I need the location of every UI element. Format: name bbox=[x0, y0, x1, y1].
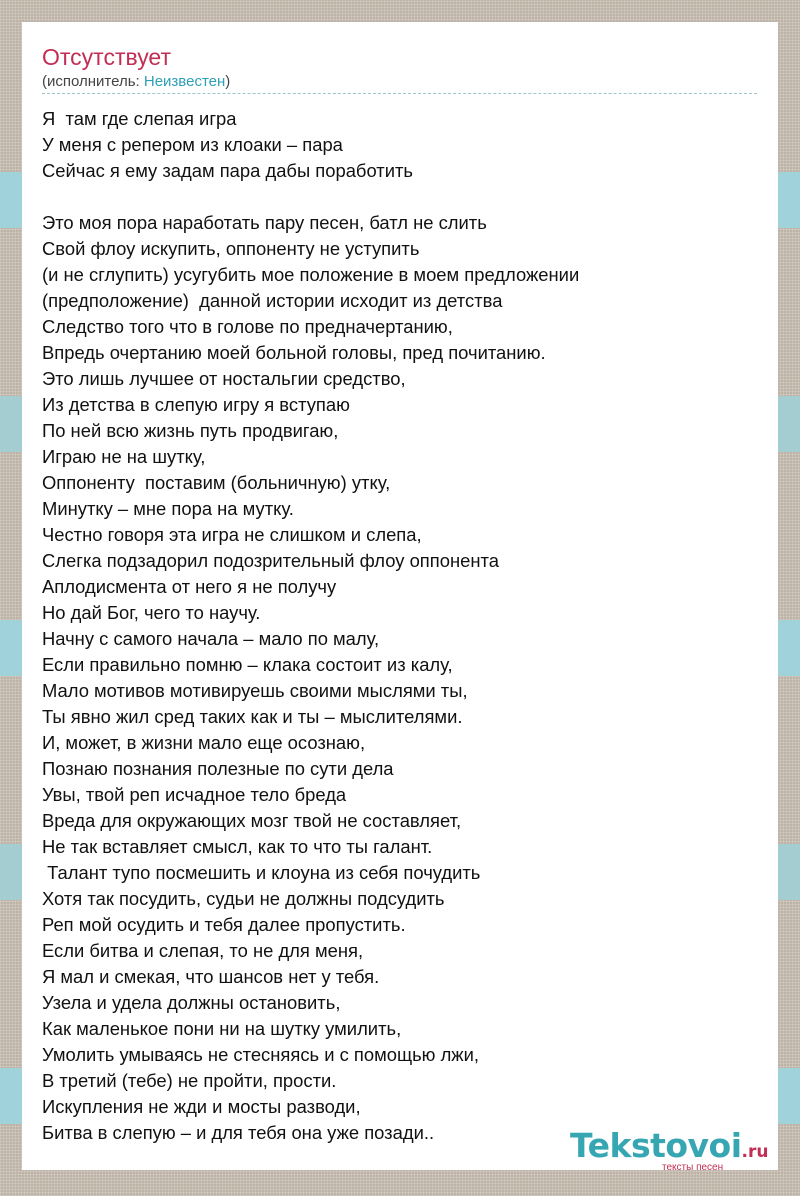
lyric-line: Если битва и слепая, то не для меня, bbox=[42, 940, 364, 961]
lyric-line: Хотя так посудить, судьи не должны подсудить bbox=[42, 888, 445, 909]
lyric-line: Сейчас я ему задам пара дабы поработить bbox=[42, 160, 413, 181]
lyrics-body bbox=[42, 106, 762, 1146]
lyric-line: Впредь очертанию моей больной головы, пред почитанию. bbox=[42, 342, 546, 363]
logo-wordmark bbox=[570, 1126, 769, 1165]
lyric-line: Следство того что в голове по предначертанию, bbox=[42, 316, 453, 337]
lyric-line: Познаю познания полезные по сути дела bbox=[42, 758, 394, 779]
lyric-line: (предположение) данной истории исходит из детства bbox=[42, 290, 503, 311]
lyric-line: Играю не на шутку, bbox=[42, 446, 206, 467]
lyric-line: Реп мой осудить и тебя далее пропустить. bbox=[42, 914, 406, 935]
artist-prefix: (исполнитель: bbox=[42, 73, 144, 90]
lyric-line: Если правильно помню – клака состоит из калу, bbox=[42, 654, 453, 675]
title-divider bbox=[42, 93, 757, 94]
lyric-blank-line bbox=[42, 184, 762, 210]
song-title: Отсутствует bbox=[42, 44, 171, 70]
artist-suffix: ) bbox=[225, 73, 231, 90]
lyrics-card bbox=[22, 22, 778, 1173]
lyric-line: В третий (тебе) не пройти, прости. bbox=[42, 1070, 337, 1091]
lyric-line: Это лишь лучшее от ностальгии средство, bbox=[42, 368, 406, 389]
lyric-line: Не так вставляет смысл, как то что ты галант. bbox=[42, 836, 433, 857]
lyric-line: Искупления не жди и мосты разводи, bbox=[42, 1096, 361, 1117]
lyric-line: Мало мотивов мотивируешь своими мыслями ты, bbox=[42, 680, 468, 701]
lyric-line: Узела и удела должны остановить, bbox=[42, 992, 341, 1013]
lyric-line: Оппоненту поставим (больничную) утку, bbox=[42, 472, 391, 493]
lyric-line: Слегка подзадорил подозрительный флоу оппонента bbox=[42, 550, 499, 571]
lyric-line: Ты явно жил сред таких как и ты – мыслителями. bbox=[42, 706, 463, 727]
lyric-line: Битва в слепую – и для тебя она уже позади.. bbox=[42, 1122, 435, 1143]
artist-link[interactable]: Неизвестен bbox=[143, 73, 226, 90]
logo-main-text: Tekstovoi bbox=[570, 1126, 742, 1165]
lyric-line: Но дай Бог, чего то научу. bbox=[42, 602, 261, 623]
lyric-line: Вреда для окружающих мозг твой не составляет, bbox=[42, 810, 462, 831]
lyric-line: И, может, в жизни мало еще осознаю, bbox=[42, 732, 366, 753]
lyric-line: Свой флоу искупить, оппоненту не уступить bbox=[42, 238, 420, 259]
logo-domain-suffix: .ru bbox=[741, 1142, 769, 1162]
lyric-line: Я там где слепая игра bbox=[42, 108, 237, 129]
lyric-line: Талант тупо посмешить и клоуна из себя почудить bbox=[42, 862, 481, 883]
site-logo[interactable] bbox=[570, 1126, 780, 1173]
lyric-line: Из детства в слепую игру я вступаю bbox=[42, 394, 350, 415]
lyric-line: Честно говоря эта игра не слишком и слепа, bbox=[42, 524, 422, 545]
lyric-line: (и не сглупить) усугубить мое положение в моем предложении bbox=[42, 264, 580, 285]
lyric-line: Аплодисмента от него я не получу bbox=[42, 576, 337, 597]
lyric-line: По ней всю жизнь путь продвигаю, bbox=[42, 420, 339, 441]
logo-tagline: тексты песен bbox=[662, 1162, 724, 1173]
artist-line bbox=[42, 73, 230, 90]
lyric-line: Я мал и смекая, что шансов нет у тебя. bbox=[42, 966, 380, 987]
lyric-line: Это моя пора наработать пару песен, батл не слить bbox=[42, 212, 487, 233]
lyric-line: Начну с самого начала – мало по малу, bbox=[42, 628, 380, 649]
lyric-line: У меня с репером из клоаки – пара bbox=[42, 134, 343, 155]
lyric-line: Умолить умываясь не стесняясь и с помощью лжи, bbox=[42, 1044, 479, 1065]
lyric-line: Как маленькое пони ни на шутку умилить, bbox=[42, 1018, 402, 1039]
lyric-line: Увы, твой реп исчадное тело бреда bbox=[42, 784, 347, 805]
lyric-line: Минутку – мне пора на мутку. bbox=[42, 498, 294, 519]
